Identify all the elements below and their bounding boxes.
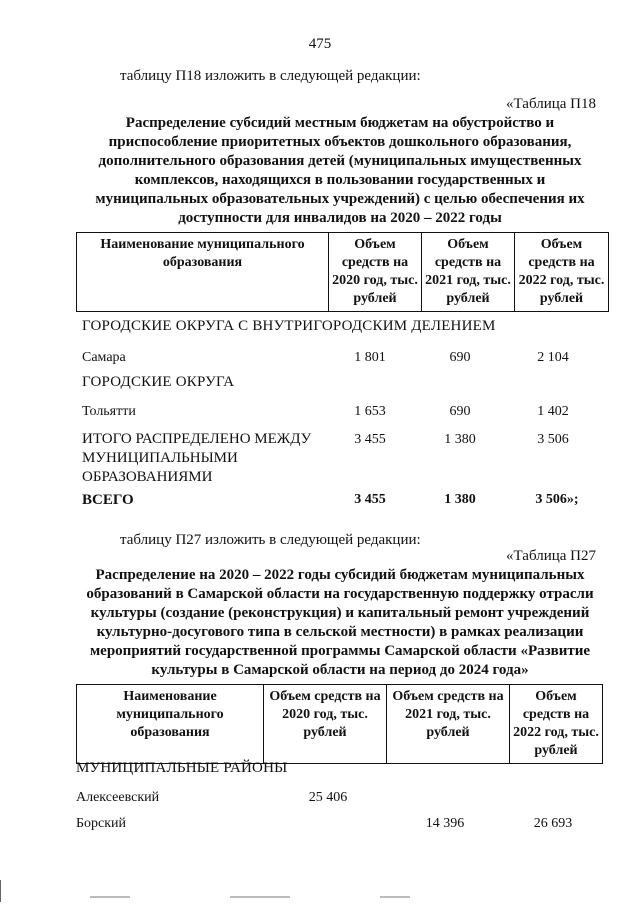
table1-title-line: дополнительного образования детей (муниципальных имущественных [98,153,582,169]
table1-row-tolyatti-2020: 1 653 [354,404,386,419]
table2-title-line: образований в Самарской области на государственную поддержку отрасли [86,586,594,602]
table2-title [50,566,630,680]
table1-title-line: приспособление приоритетных объектов дошкольного образования, [108,134,572,150]
table1-row-itogo-2020: 3 455 [354,432,386,447]
table1-row-total-name: ВСЕГО [82,492,134,508]
table1-title [60,114,620,228]
table2-title-line: Распределение на 2020 – 2022 годы субсидий бюджетам муниципальных [95,567,585,583]
table1-section-urban-districts-divided: ГОРОДСКИЕ ОКРУГА С ВНУТРИГОРОДСКИМ ДЕЛЕНИЕМ [82,318,496,334]
table1-title-line: доступности для инвалидов на 2020 – 2022 годы [178,210,502,226]
table1-header-name: Наименование муниципального образования [77,233,329,312]
table1-header-2020: Объем средств на 2020 год, тыс. рублей [329,233,422,312]
table1-row-samara-2020: 1 801 [354,350,386,365]
table1-row-tolyatti-2022: 1 402 [537,404,569,419]
table1-row-itogo-line: ОБРАЗОВАНИЯМИ [82,469,213,485]
table2-label: «Таблица П27 [506,548,596,564]
table2-title-line: культурно-досугового типа в сельской местности) в рамках реализации [96,624,584,640]
table2-row-alekseevsky-2020: 25 406 [308,790,348,805]
table2-header-2022: Объем средств на 2022 год, тыс. рублей [510,685,603,764]
table2-title-line: мероприятий государственной программы Самарской области «Развитие [89,643,591,659]
table2-section-municipal-districts: МУНИЦИПАЛЬНЫЕ РАЙОНЫ [76,760,288,776]
table1-row-itogo-line: ИТОГО РАСПРЕДЕЛЕНО МЕЖДУ [82,431,312,447]
table1-title-line: комплексов, находящихся в пользовании государственных и [134,172,546,188]
table1-row-itogo-line: МУНИЦИПАЛЬНЫМИ [82,450,238,466]
table1-row-itogo-2021: 1 380 [444,432,476,447]
table1-title-line: Распределение субсидий местным бюджетам на обустройство и [125,115,555,131]
table2-title-line: культуры в Самарской области на период до 2024 года» [151,662,529,678]
table1-header [76,232,609,312]
table1-row-total-2021: 1 380 [444,492,476,507]
table1-row-tolyatti-2021: 690 [449,404,471,419]
table1-header-2022: Объем средств на 2022 год, тыс. рублей [515,233,609,312]
table1-section-urban-districts: ГОРОДСКИЕ ОКРУГА [82,374,235,390]
table1-row-itogo-name [82,430,311,487]
scan-artifact [380,896,410,898]
table2-row-borsky-2022: 26 693 [533,816,573,831]
table2-row-borsky-2021: 14 396 [425,816,465,831]
table2-header [76,684,603,764]
table2-row-alekseevsky-name: Алексеевский [76,790,160,805]
table1-label: «Таблица П18 [506,96,596,112]
intro-text-1: таблицу П18 изложить в следующей редакции: [120,68,421,84]
table1-header-2021: Объем средств на 2021 год, тыс. рублей [422,233,515,312]
scan-artifact [90,896,130,898]
table1-row-samara-2021: 690 [449,350,471,365]
table2-header-name: Наименование муниципального образования [77,685,264,764]
table1-row-samara-2022: 2 104 [537,350,569,365]
table1-row-total-2020: 3 455 [354,492,386,507]
table1-row-total-2022: 3 506»; [535,492,579,507]
table1-title-line: муниципальных образовательных учреждений) с целью обеспечения их [95,191,585,207]
table2-header-2020: Объем средств на 2020 год, тыс. рублей [264,685,387,764]
table2-header-2021: Объем средств на 2021 год, тыс. рублей [387,685,510,764]
page-number: 475 [308,36,332,52]
intro-text-2: таблицу П27 изложить в следующей редакции: [120,532,421,548]
table1-row-itogo-2022: 3 506 [537,432,569,447]
scan-artifact [230,896,290,898]
scan-edge-mark [0,880,1,902]
table2-row-borsky-name: Борский [76,816,127,831]
table1-row-samara-name: Самара [82,350,126,365]
table2-title-line: культуры (создание (реконструкция) и капитальный ремонт учреждений [90,605,590,621]
table1-row-tolyatti-name: Тольятти [82,404,136,419]
